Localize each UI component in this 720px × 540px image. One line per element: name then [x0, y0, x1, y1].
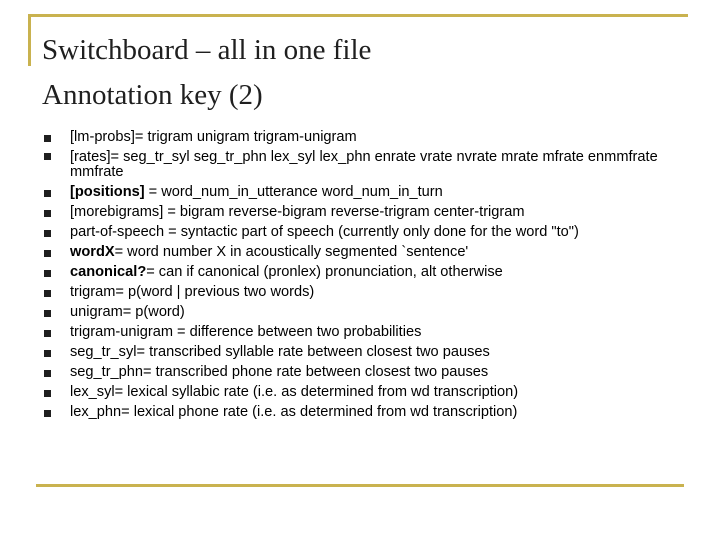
bullet-item-canonical [42, 262, 682, 282]
bullet-item-wordx [42, 242, 682, 262]
bullet-text: lex_syl= lexical syllabic rate (i.e. as determined from wd transcription) [70, 384, 519, 400]
square-bullet-icon [44, 410, 51, 417]
bullet-text: = can if canonical (pronlex) pronunciation, alt otherwise [146, 264, 503, 280]
square-bullet-icon [44, 250, 51, 257]
bullet-text: seg_tr_phn= transcribed phone rate between closest two pauses [70, 364, 489, 380]
bullet-text: = word number X in acoustically segmented `sentence' [114, 244, 469, 260]
square-bullet-icon [44, 290, 51, 297]
square-bullet-icon [44, 270, 51, 277]
bullet-text: unigram= p(word) [70, 304, 185, 320]
bullet-text: = word_num_in_utterance word_num_in_turn [144, 184, 443, 200]
bullet-text: [lm-probs]= trigram unigram trigram-unigram [70, 129, 357, 145]
square-bullet-icon [44, 390, 51, 397]
square-bullet-icon [44, 135, 51, 142]
square-bullet-icon [44, 330, 51, 337]
footer-accent-rule [36, 484, 684, 487]
square-bullet-icon [44, 350, 51, 357]
title-accent-bar [28, 14, 31, 66]
square-bullet-icon [44, 210, 51, 217]
bullet-text: trigram= p(word | previous two words) [70, 284, 315, 300]
square-bullet-icon [44, 310, 51, 317]
title-accent-rule [28, 14, 688, 17]
bullet-item-lm-probs [42, 127, 682, 147]
bullet-item-trigram [42, 282, 682, 302]
bullet-item-lex-phn [42, 402, 682, 422]
square-bullet-icon [44, 370, 51, 377]
bullet-item-positions [42, 182, 682, 202]
square-bullet-icon [44, 190, 51, 197]
bullet-item-morebigrams [42, 202, 682, 222]
square-bullet-icon [44, 230, 51, 237]
bullet-list [42, 127, 682, 422]
bullet-item-rates [42, 147, 682, 182]
square-bullet-icon [44, 153, 51, 160]
slide-title-line-2: Annotation key (2) [42, 79, 263, 111]
bullet-text: [morebigrams] = bigram reverse-bigram reverse-trigram center-trigram [70, 204, 525, 220]
slide-title [42, 28, 682, 118]
bullet-bold-term: wordX [70, 244, 115, 260]
bullet-item-seg-tr-phn [42, 362, 682, 382]
bullet-item-seg-tr-syl [42, 342, 682, 362]
bullet-bold-term: canonical? [70, 264, 147, 280]
bullet-item-unigram [42, 302, 682, 322]
slide-title-line-1: Switchboard – all in one file [42, 34, 372, 66]
bullet-item-part-of-speech [42, 222, 682, 242]
bullet-text: trigram-unigram = difference between two probabilities [70, 324, 422, 340]
bullet-text: [rates]= seg_tr_syl seg_tr_phn lex_syl lex_phn enrate vrate nvrate mrate mfrate enmmfrate mmfrate [70, 149, 658, 180]
bullet-text: part-of-speech = syntactic part of speech (currently only done for the word "to") [70, 224, 579, 240]
bullet-text: lex_phn= lexical phone rate (i.e. as determined from wd transcription) [70, 404, 518, 420]
bullet-bold-term: [positions] [70, 184, 145, 200]
bullet-text: seg_tr_syl= transcribed syllable rate between closest two pauses [70, 344, 490, 360]
bullet-item-trigram-unigram [42, 322, 682, 342]
bullet-item-lex-syl [42, 382, 682, 402]
